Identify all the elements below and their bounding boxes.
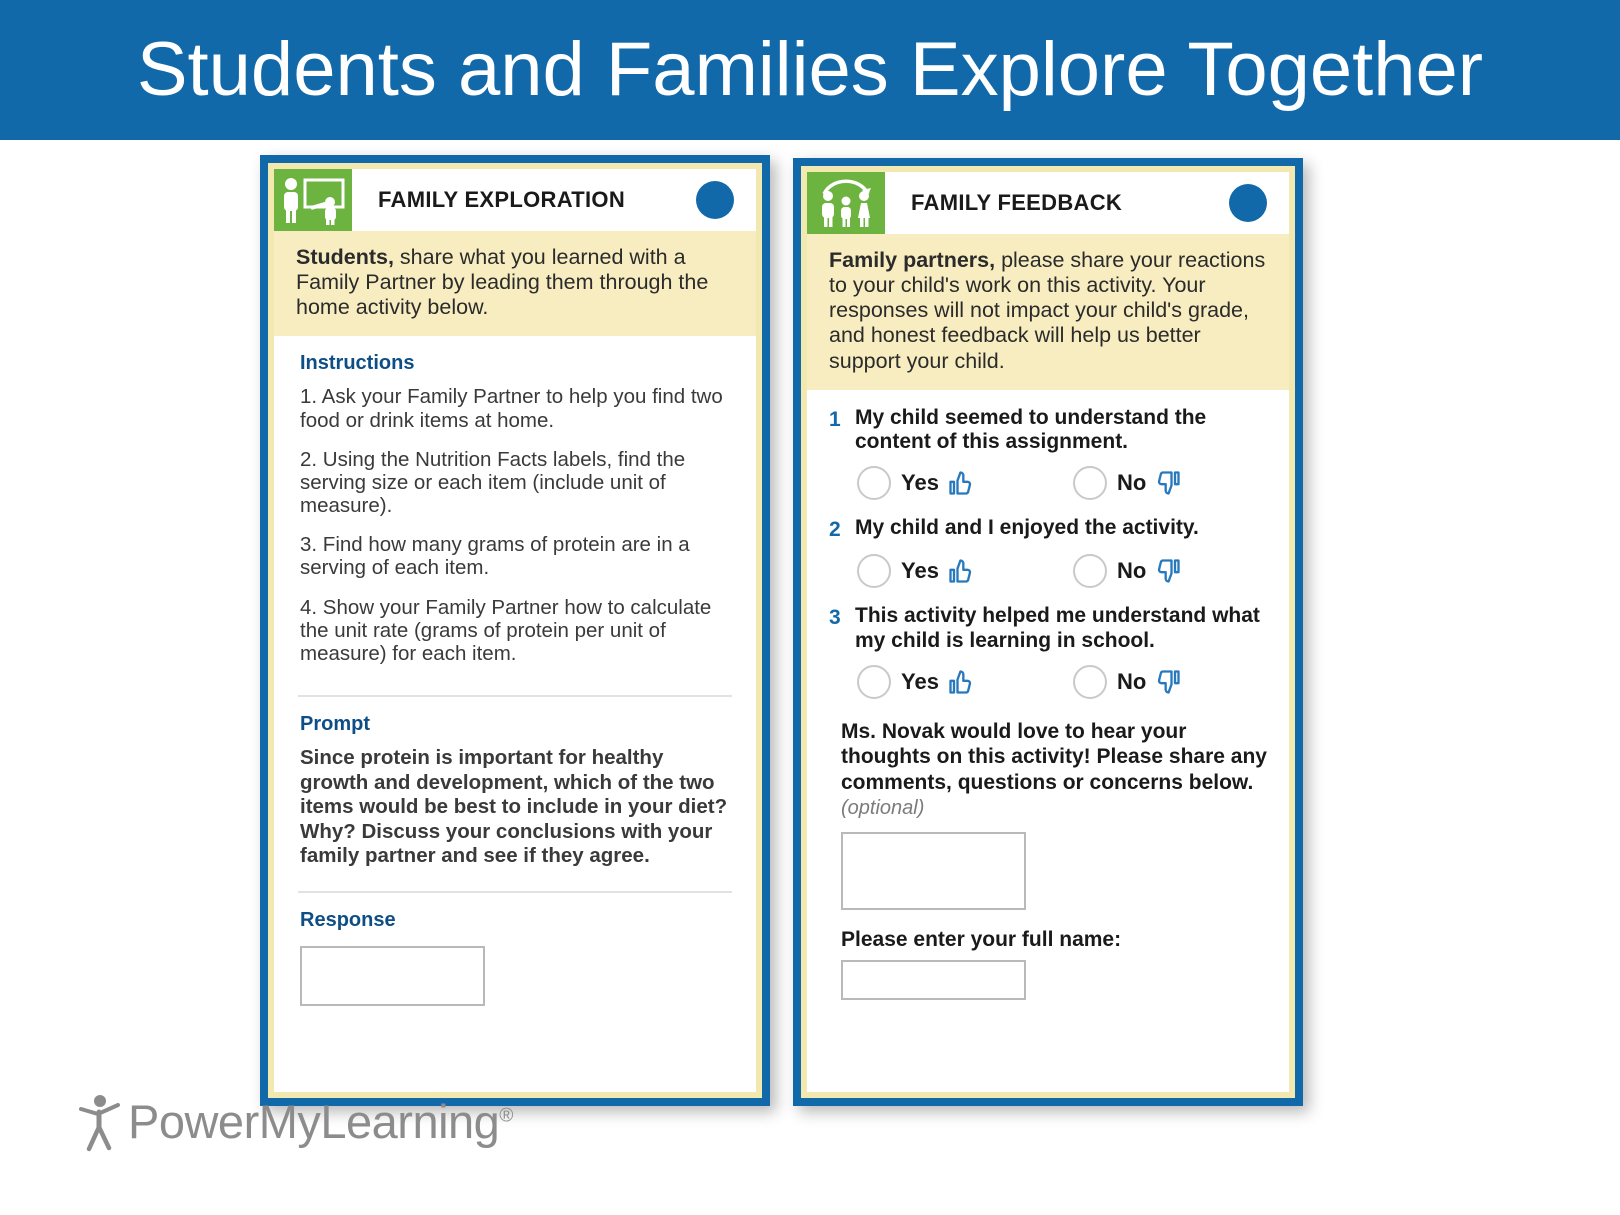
question-text: My child and I enjoyed the activity. (855, 516, 1199, 540)
registered-mark: ® (499, 1104, 513, 1126)
card-title: FAMILY FEEDBACK (911, 190, 1123, 215)
question-block (829, 516, 1267, 604)
instructions-section (274, 336, 756, 685)
thumbs-up-icon (947, 469, 975, 497)
status-dot (696, 181, 734, 219)
optional-note: (optional) (841, 796, 925, 819)
option-no[interactable] (1073, 466, 1182, 500)
instruction-step: 4. Show your Family Partner how to calculate the unit rate (grams of protein per unit of measure) for each item. (300, 595, 712, 665)
option-no-label: No (1116, 669, 1147, 695)
card-content (807, 172, 1289, 1092)
intro-rest: please share your reactions to your child's work on this activity. Your responses will not impact your child's grade, and honest feedback will help us better support your child. (829, 248, 1266, 373)
radio-yes[interactable] (857, 665, 891, 699)
intro-rest: share what you learned with a Family Partner by leading them through the home activity below. (296, 245, 709, 320)
feedback-questions (807, 390, 1289, 715)
prompt-heading: Prompt (300, 712, 370, 735)
page-banner (0, 0, 1620, 140)
instruction-step: 2. Using the Nutrition Facts labels, find the serving size or each item (include unit of measure). (300, 447, 686, 518)
logo-wordmark (128, 1094, 513, 1149)
instructions-heading: Instructions (300, 352, 415, 375)
option-no[interactable] (1073, 554, 1182, 588)
instruction-step: 1. Ask your Family Partner to help you find two food or drink items at home. (300, 385, 723, 432)
response-section (274, 893, 756, 932)
thumbs-up-icon (947, 668, 975, 696)
family-feedback-card (793, 158, 1303, 1106)
option-no-label: No (1116, 558, 1147, 584)
prompt-text: Since protein is important for healthy growth and development, which of the two items would be best to include in your diet? Why? Discuss your conclusions with your family partner and see if they agree. (300, 745, 728, 868)
answer-options (829, 659, 1267, 715)
question-number: 2 (829, 518, 841, 542)
teacher-closing-message: Ms. Novak would love to hear your thoughts on this activity! Please share any comments, questions or concerns below. (841, 720, 1267, 794)
teacher-at-whiteboard-icon (274, 169, 352, 231)
answer-options (829, 548, 1267, 604)
card-title: FAMILY EXPLORATION (378, 187, 626, 212)
full-name-label: Please enter your full name: (841, 927, 1122, 951)
card-intro (807, 234, 1289, 390)
card-header (274, 169, 756, 231)
comment-input[interactable] (841, 832, 1026, 910)
instruction-step: 3. Find how many grams of protein are in a serving of each item. (300, 533, 690, 580)
thumbs-down-icon (1154, 469, 1182, 497)
card-intro (274, 231, 756, 336)
option-yes-label: Yes (901, 470, 939, 496)
answer-options (829, 460, 1267, 516)
card-inner-frame (268, 163, 762, 1098)
thumbs-down-icon (1154, 668, 1182, 696)
option-yes-label: Yes (901, 558, 939, 584)
response-input[interactable] (300, 946, 485, 1006)
family-of-three-icon (807, 172, 885, 234)
option-yes[interactable] (857, 554, 975, 588)
radio-no[interactable] (1073, 466, 1107, 500)
logo-text: PowerMyLearning (128, 1094, 500, 1148)
question-text: My child seemed to understand the content of this assignment. (855, 405, 1207, 454)
question-row (829, 406, 1267, 455)
question-number: 3 (829, 606, 841, 630)
question-row (829, 604, 1267, 653)
option-yes[interactable] (857, 466, 975, 500)
option-yes[interactable] (857, 665, 975, 699)
card-content (274, 169, 756, 1092)
status-dot (1229, 184, 1267, 222)
radio-no[interactable] (1073, 554, 1107, 588)
prompt-section (274, 697, 756, 873)
option-no-label: No (1116, 470, 1147, 496)
question-text: This activity helped me understand what my child is learning in school. (855, 604, 1260, 652)
intro-bold: Family partners, (829, 248, 996, 272)
question-block (829, 406, 1267, 517)
family-exploration-card (260, 155, 770, 1106)
question-block (829, 604, 1267, 715)
response-heading: Response (300, 908, 396, 931)
option-no[interactable] (1073, 665, 1182, 699)
question-number: 1 (829, 407, 841, 431)
card-header (807, 172, 1289, 234)
running-person-icon (78, 1090, 124, 1152)
question-row (829, 516, 1267, 542)
thumbs-up-icon (947, 557, 975, 585)
thumbs-down-icon (1154, 557, 1182, 585)
option-yes-label: Yes (901, 669, 939, 695)
intro-bold: Students, (296, 245, 394, 269)
radio-yes[interactable] (857, 466, 891, 500)
powermylearning-logo (78, 1090, 513, 1152)
card-inner-frame (801, 166, 1295, 1098)
cards-stage (0, 140, 1620, 1090)
full-name-input[interactable] (841, 960, 1026, 1000)
radio-yes[interactable] (857, 554, 891, 588)
radio-no[interactable] (1073, 665, 1107, 699)
page-title: Students and Families Explore Together (136, 27, 1484, 112)
